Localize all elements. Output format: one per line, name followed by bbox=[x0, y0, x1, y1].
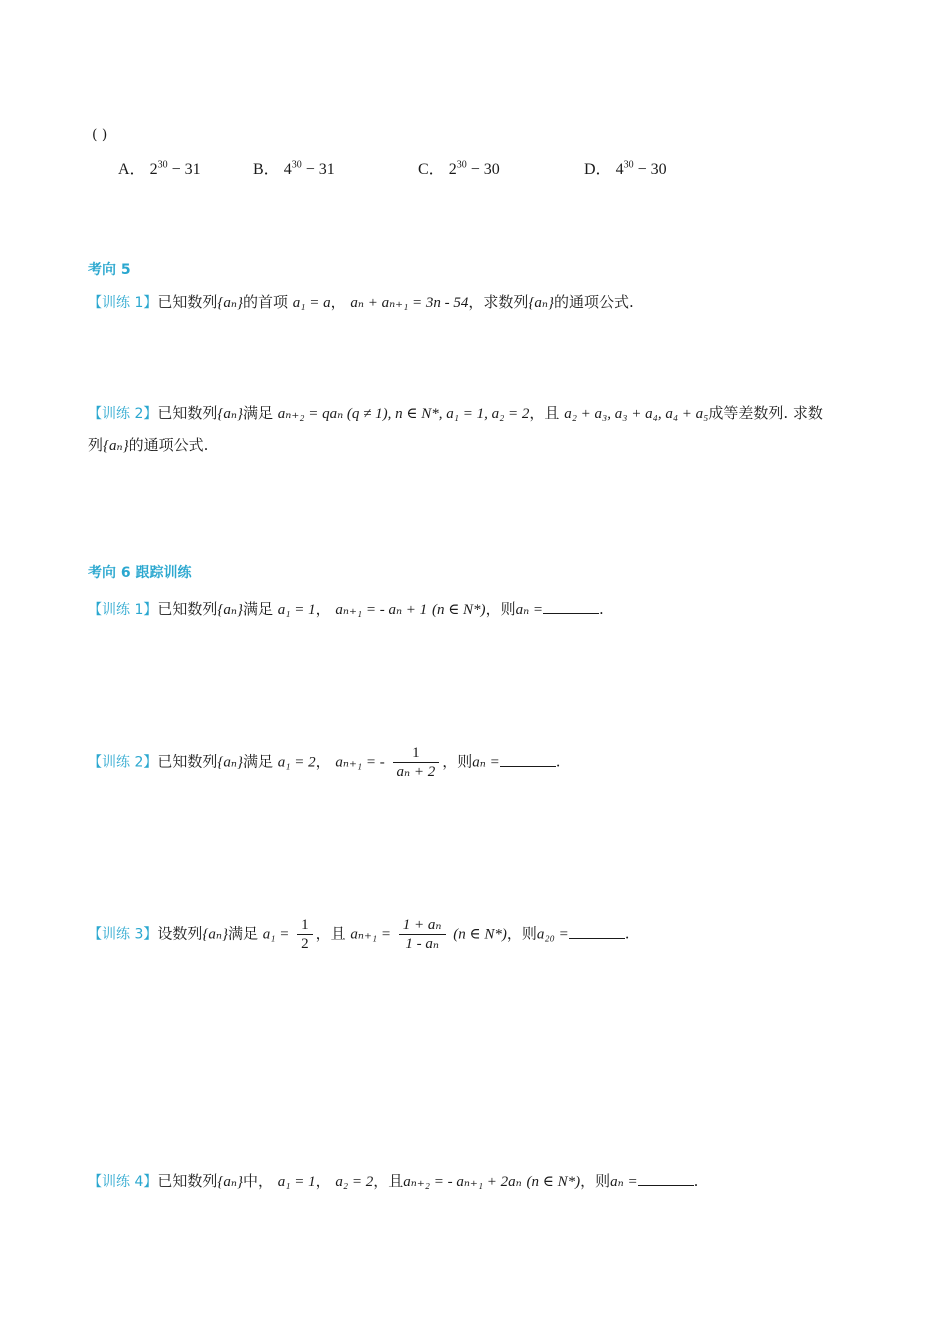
training-tag: 【训练 2】 bbox=[88, 754, 158, 771]
fraction-numerator: 1 bbox=[393, 744, 440, 763]
section5-heading: 考向 5 bbox=[88, 262, 131, 278]
answer-blank[interactable] bbox=[543, 599, 599, 614]
training-tag: 【训练 2】 bbox=[88, 406, 158, 422]
text: ， bbox=[315, 600, 331, 618]
text: ，且 bbox=[529, 404, 560, 422]
text: 中， bbox=[242, 1172, 273, 1190]
answer-blank[interactable] bbox=[638, 1171, 694, 1186]
training-tag: 【训练 3】 bbox=[88, 926, 158, 943]
option-base: 2 bbox=[448, 161, 457, 178]
formula: aₙ₊₂ = - aₙ₊₁ + 2aₙ bbox=[403, 1174, 522, 1190]
option-base: 2 bbox=[149, 161, 158, 178]
answer-blank[interactable] bbox=[500, 752, 556, 767]
s6-training-3 bbox=[88, 916, 630, 953]
text: ，则 bbox=[506, 924, 537, 943]
formula: a₁ = bbox=[262, 926, 290, 943]
text: ，且 bbox=[315, 924, 346, 943]
text: 满足 bbox=[242, 404, 273, 422]
s6-training-1 bbox=[88, 598, 604, 619]
option-label: B． bbox=[253, 161, 280, 178]
fraction bbox=[297, 916, 313, 953]
text: 列 bbox=[88, 436, 104, 454]
s5-training-2-line2 bbox=[88, 434, 208, 455]
text: ，求数列 bbox=[468, 293, 529, 311]
text: . bbox=[555, 752, 561, 771]
text: 成等差数列. 求数 bbox=[708, 404, 823, 422]
option-exp: 30 bbox=[456, 159, 467, 171]
formula: aₙ₊₁ = - aₙ + 1 bbox=[335, 602, 428, 618]
answer-target: aₙ = bbox=[610, 1174, 638, 1190]
text: 已知数列 bbox=[157, 752, 218, 771]
formula: a₁ = 1 bbox=[277, 602, 316, 618]
option-c[interactable] bbox=[418, 156, 500, 179]
text: . bbox=[693, 1172, 699, 1190]
fraction bbox=[393, 744, 440, 781]
text: 满足 bbox=[227, 924, 258, 943]
answer-blank[interactable] bbox=[569, 924, 625, 939]
training-tag: 【训练 1】 bbox=[88, 295, 158, 311]
sequence: {aₙ} bbox=[528, 295, 555, 311]
text: ，则 bbox=[580, 1172, 611, 1190]
sequence: {aₙ} bbox=[217, 602, 243, 618]
formula: aₙ₊₁ = - bbox=[335, 754, 385, 771]
text: ， bbox=[330, 293, 346, 311]
option-label: D． bbox=[584, 161, 612, 178]
text: 已知数列 bbox=[157, 293, 218, 311]
text: 设数列 bbox=[157, 924, 203, 943]
fraction-numerator: 1 bbox=[297, 916, 313, 935]
text: ，则 bbox=[442, 752, 473, 771]
text: 已知数列 bbox=[157, 600, 218, 618]
training-tag: 【训练 4】 bbox=[88, 1174, 158, 1190]
s5-training-1 bbox=[88, 291, 634, 312]
option-label: A． bbox=[118, 161, 146, 178]
formula: a₁ = 2 bbox=[277, 754, 316, 771]
sequence: {aₙ} bbox=[217, 406, 243, 422]
formula: a₁ = a bbox=[292, 295, 331, 311]
formula: a₂ = 2 bbox=[335, 1174, 374, 1190]
answer-target: aₙ = bbox=[515, 602, 544, 618]
formula: a₂ + a₃, a₃ + a₄, a₄ + a₅ bbox=[564, 406, 709, 422]
option-exp: 30 bbox=[291, 159, 302, 171]
text: 的首项 bbox=[242, 293, 288, 311]
option-a[interactable] bbox=[118, 156, 201, 179]
text: 已知数列 bbox=[157, 1172, 218, 1190]
fraction-numerator: 1 + aₙ bbox=[399, 916, 446, 935]
text: 的通项公式. bbox=[554, 293, 634, 311]
option-exp: 30 bbox=[623, 159, 634, 171]
option-base: 4 bbox=[615, 161, 624, 178]
fraction bbox=[399, 916, 446, 953]
domain: (n ∈ N*) bbox=[526, 1174, 581, 1190]
sequence: {aₙ} bbox=[217, 754, 243, 771]
fraction-denominator: 1 - aₙ bbox=[405, 936, 439, 952]
training-tag: 【训练 1】 bbox=[88, 602, 158, 618]
answer-target: aₙ = bbox=[472, 754, 500, 771]
text: ，则 bbox=[485, 600, 516, 618]
fraction-denominator: 2 bbox=[301, 936, 309, 952]
domain: (n ∈ N*) bbox=[453, 926, 507, 943]
question-paren: ( ) bbox=[92, 127, 108, 143]
s6-training-4 bbox=[88, 1170, 698, 1191]
option-exp: 30 bbox=[157, 159, 168, 171]
option-d[interactable] bbox=[584, 156, 667, 179]
option-rest: − 31 bbox=[167, 161, 201, 178]
text: 已知数列 bbox=[157, 404, 218, 422]
answer-target: a₂₀ = bbox=[536, 926, 569, 943]
option-rest: − 30 bbox=[633, 161, 667, 178]
sequence: {aₙ} bbox=[217, 1174, 243, 1190]
text: ， bbox=[315, 1172, 331, 1190]
text: ， bbox=[315, 752, 331, 771]
option-rest: − 30 bbox=[466, 161, 500, 178]
sequence: {aₙ} bbox=[217, 295, 243, 311]
option-base: 4 bbox=[283, 161, 292, 178]
text: . bbox=[599, 600, 604, 618]
formula: aₙ + aₙ₊₁ = 3n - 54 bbox=[350, 295, 469, 311]
text: . bbox=[624, 924, 630, 943]
text: 满足 bbox=[242, 600, 273, 618]
sequence: {aₙ} bbox=[103, 438, 129, 454]
domain: (n ∈ N*) bbox=[431, 602, 486, 618]
formula: aₙ₊₁ = bbox=[350, 926, 392, 943]
text: ，且 bbox=[373, 1172, 404, 1190]
option-b[interactable] bbox=[253, 156, 335, 179]
formula: a₁ = 1 bbox=[277, 1174, 316, 1190]
option-label: C． bbox=[418, 161, 445, 178]
option-rest: − 31 bbox=[301, 161, 335, 178]
text: 的通项公式. bbox=[128, 436, 209, 454]
s5-training-2 bbox=[88, 402, 823, 423]
section6-heading: 考向 6 跟踪训练 bbox=[88, 565, 192, 581]
fraction-denominator: aₙ + 2 bbox=[396, 764, 436, 780]
sequence: {aₙ} bbox=[202, 926, 228, 943]
text: 满足 bbox=[242, 752, 273, 771]
s6-training-2 bbox=[88, 744, 560, 781]
formula: aₙ₊₂ = qaₙ (q ≠ 1), n ∈ N*, a₁ = 1, a₂ = 2 bbox=[277, 406, 530, 422]
